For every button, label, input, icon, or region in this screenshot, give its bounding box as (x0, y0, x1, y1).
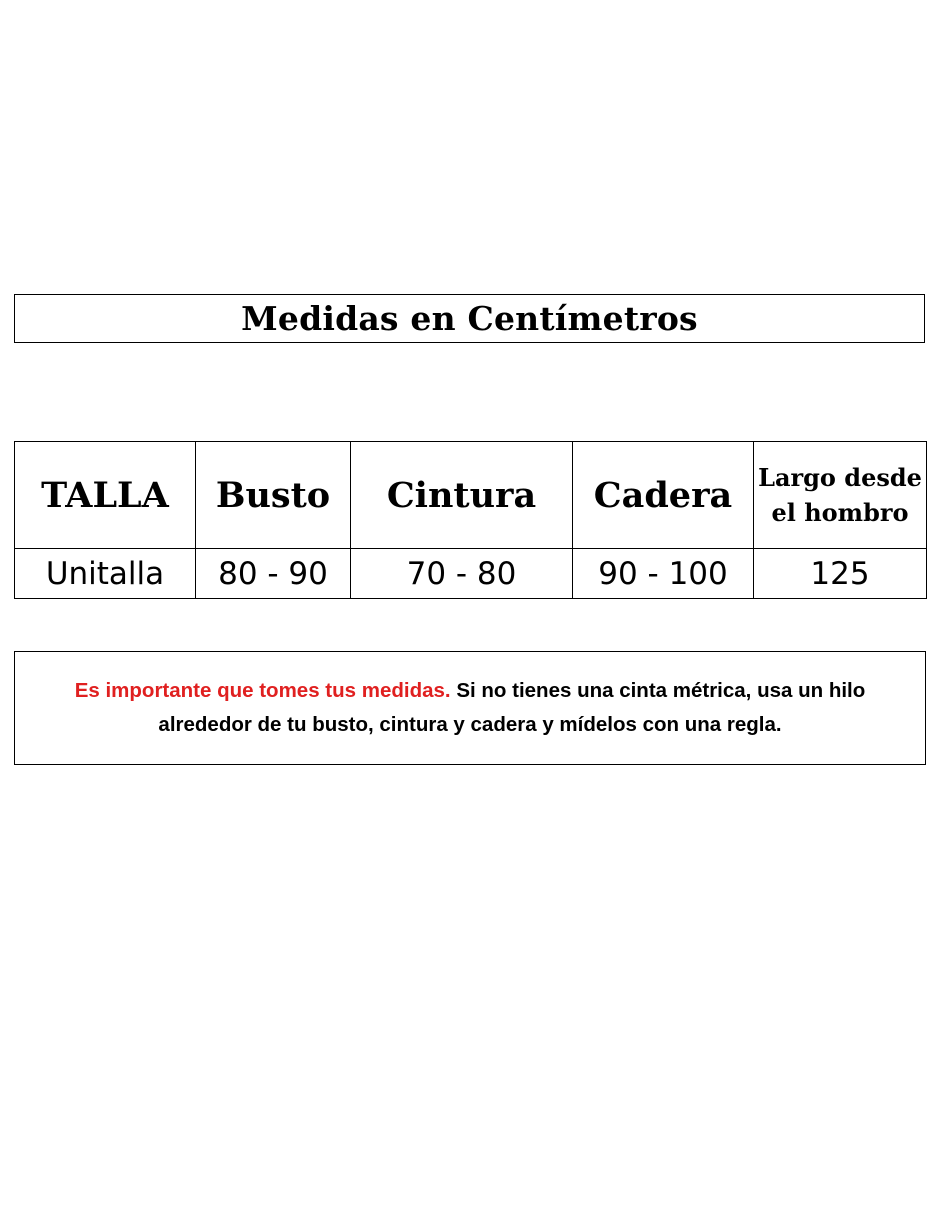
header-cadera: Cadera (573, 442, 754, 549)
note-box (14, 651, 926, 765)
header-busto: Busto (196, 442, 351, 549)
header-talla: TALLA (15, 442, 196, 549)
page-title: Medidas en Centímetros (241, 299, 698, 338)
cell-busto: 80 - 90 (196, 549, 351, 599)
header-cintura: Cintura (351, 442, 573, 549)
note-highlight: Es importante que tomes tus medidas. (74, 679, 451, 702)
cell-cadera: 90 - 100 (573, 549, 754, 599)
note-text (60, 674, 880, 742)
cell-talla: Unitalla (15, 549, 196, 599)
size-table (14, 441, 927, 599)
table-row (15, 549, 927, 599)
cell-cintura: 70 - 80 (351, 549, 573, 599)
title-box (14, 294, 925, 343)
cell-largo: 125 (754, 549, 927, 599)
note-body: Si no tienes una cinta métrica, usa un hilo alrededor de tu busto, cintura y cadera y mídelos con una regla. (158, 679, 866, 736)
header-largo: Largo desde el hombro (754, 442, 927, 549)
table-header-row (15, 442, 927, 549)
